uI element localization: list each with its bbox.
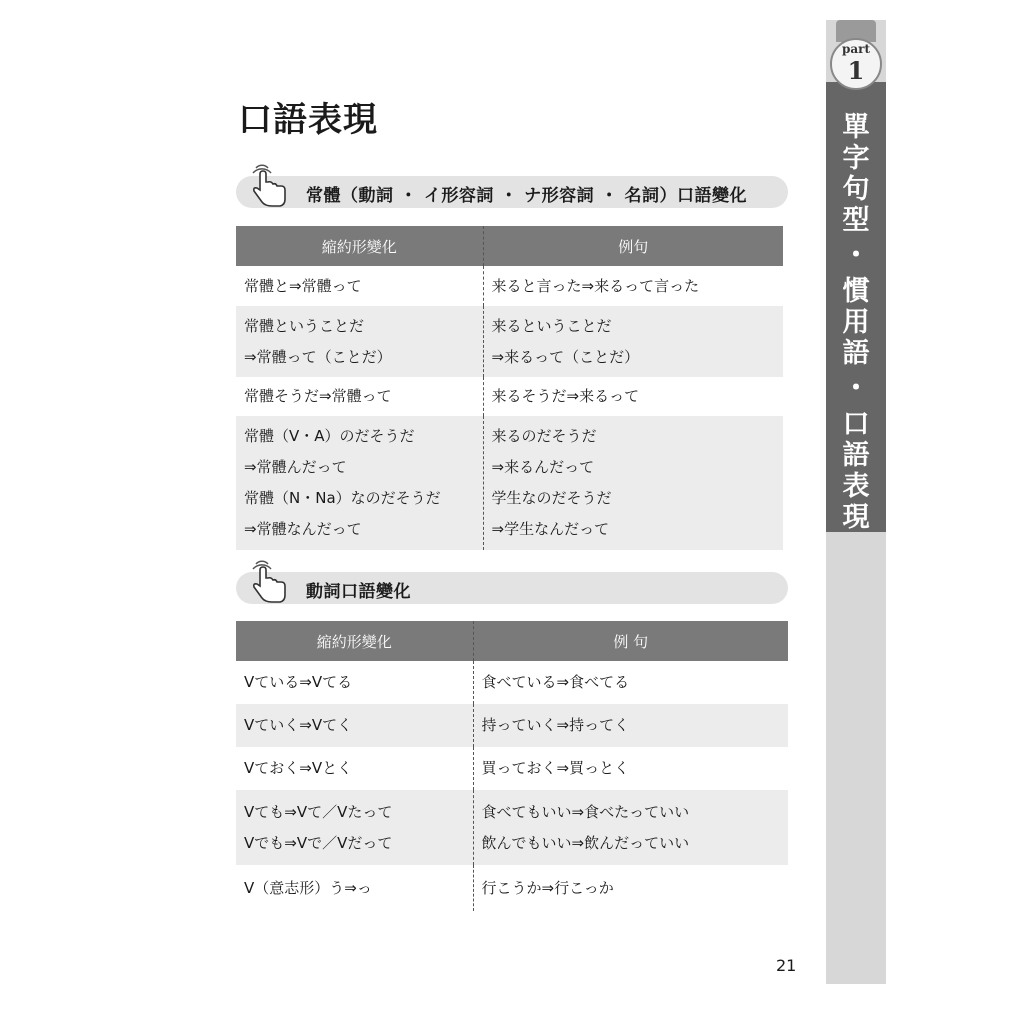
table-cell: 常體そうだ⇒常體って (244, 387, 392, 405)
table-cell: ⇒学生なんだって (491, 520, 610, 538)
table-row (236, 661, 788, 704)
table-cell: ⇒来るって（ことだ） (491, 347, 640, 366)
table-cell: 常體（V・A）のだそうだ (244, 427, 415, 445)
side-tab-title-char: 表 (842, 471, 870, 502)
table-cell: ⇒常體って（ことだ） (244, 347, 392, 366)
side-tab-title-char: 語 (842, 338, 870, 369)
table-cell: 飲んでもいい⇒飲んだっていい (481, 833, 690, 852)
page-title: 口語表現 (238, 100, 378, 140)
table-cell: ⇒来るんだって (491, 458, 595, 476)
table-cell: 来ると言った⇒来るって言った (491, 276, 700, 295)
table-cell: ⇒常體なんだって (244, 520, 362, 538)
table-cell: 常體ということだ (244, 316, 365, 335)
table-cell: 行こうか⇒行こっか (481, 878, 614, 897)
section-header-2 (236, 572, 788, 604)
table-cell: 食べている⇒食べてる (481, 673, 630, 691)
table-cell: 来るそうだ⇒来るって (491, 387, 640, 405)
part-badge (826, 20, 886, 104)
table-cell: Vでも⇒Vで／Vだって (244, 833, 393, 852)
table-cell: Vても⇒Vて／Vたって (244, 802, 393, 821)
side-tab-title-char: 字 (842, 143, 870, 174)
table-cell: 買っておく⇒買っとく (481, 759, 630, 777)
page-number: 21 (776, 956, 797, 975)
table-1 (236, 226, 783, 550)
table-cell: 来るということだ (491, 316, 612, 335)
table-cell: ⇒常體んだって (244, 458, 347, 476)
side-tab-title-char: 單 (842, 112, 870, 143)
table-cell: Vておく⇒Vとく (244, 759, 353, 777)
table-row (236, 747, 788, 790)
side-tab-title (826, 112, 886, 533)
table-row (236, 377, 783, 416)
part-label: part (841, 42, 871, 56)
side-tab-title-char: ・ (842, 373, 870, 404)
table-cell: 常體と⇒常體って (244, 276, 362, 295)
side-tab-title-char: 口 (842, 409, 870, 440)
table-row (236, 306, 783, 377)
table-cell: Vている⇒Vてる (244, 673, 353, 691)
table-cell: 持っていく⇒持ってく (481, 716, 630, 734)
table-row (236, 790, 788, 865)
table-cell: 常體（N・Na）なのだそうだ (244, 489, 441, 507)
side-tab-title-char: 語 (842, 440, 870, 471)
table-row (236, 865, 788, 911)
table-2-header-left: 縮約形變化 (236, 621, 473, 661)
section-header-1 (236, 176, 788, 208)
side-tab-title-char: 句 (842, 174, 870, 205)
side-tab-title-char: 用 (842, 307, 870, 338)
table-2-header-right: 例 句 (473, 621, 788, 661)
section-title-2: 動詞口語變化 (306, 582, 411, 602)
table-row (236, 416, 783, 550)
section-title-1: 常體（動詞 ・ イ形容詞 ・ ナ形容詞 ・ 名詞）口語變化 (306, 186, 748, 206)
table-cell: 学生なのだそうだ (491, 489, 612, 507)
pointing-hand-icon (250, 560, 290, 604)
table-1-header-right: 例句 (483, 226, 783, 266)
part-number: 1 (847, 56, 865, 85)
pointing-hand-icon (250, 164, 290, 208)
table-cell: 食べてもいい⇒食べたっていい (481, 802, 690, 821)
table-row (236, 704, 788, 747)
side-tab-title-char: 慣 (842, 276, 870, 307)
table-cell: V（意志形）う⇒っ (244, 878, 372, 897)
side-tab-title-char: 現 (842, 502, 870, 533)
table-2 (236, 621, 788, 911)
table-cell: 来るのだそうだ (491, 427, 597, 445)
side-tab-title-char: ・ (842, 240, 870, 271)
table-cell: Vていく⇒Vてく (244, 716, 353, 734)
table-1-header-left: 縮約形變化 (236, 226, 483, 266)
table-row (236, 266, 783, 306)
side-tab-title-char: 型 (842, 205, 870, 236)
